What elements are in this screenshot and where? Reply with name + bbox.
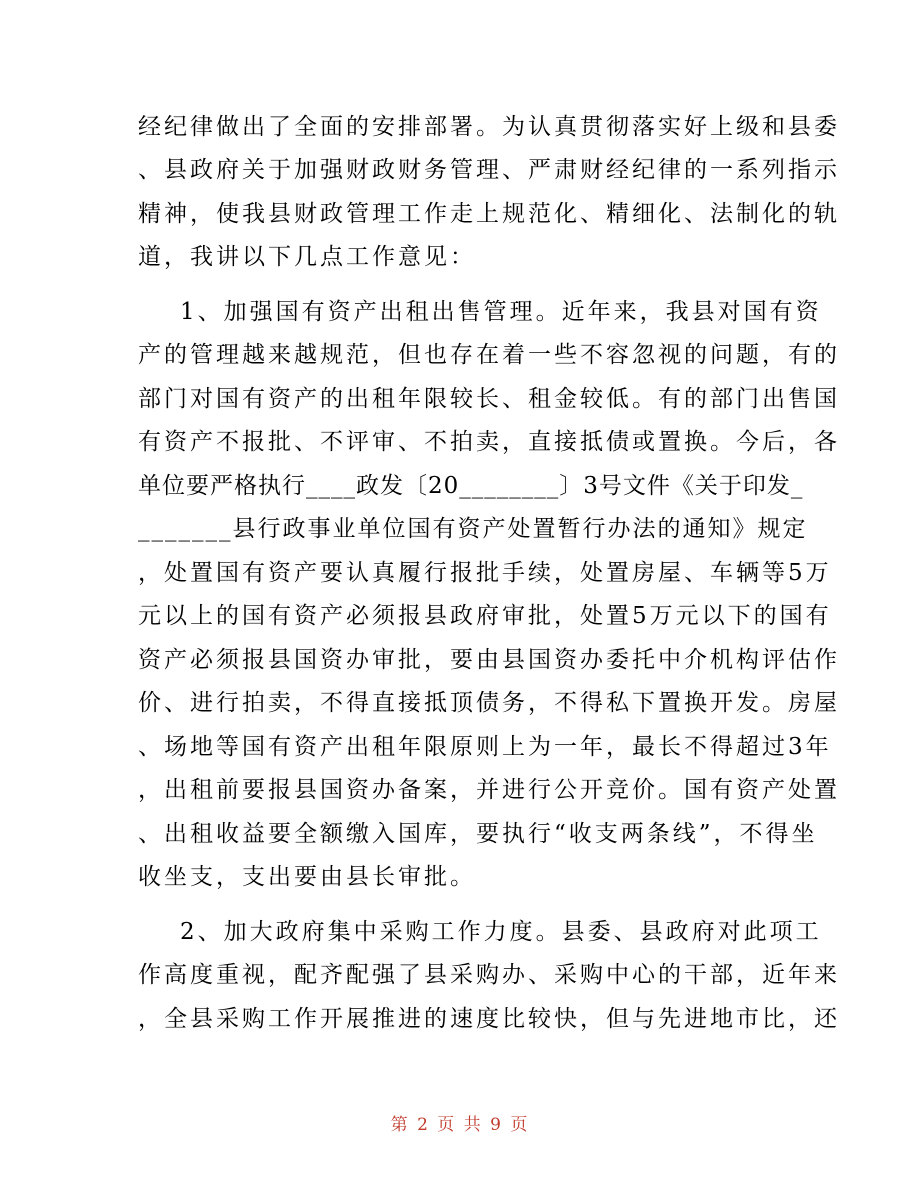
text-line: 、县政府关于加强财政财务管理、严肃财经纪律的一系列指示 (138, 157, 840, 183)
text-line: ，出租前要报县国资办备案，并进行公开竞价。国有资产处置 (138, 777, 840, 803)
text-line: 、出租收益要全额缴入国库，要执行“收支两条线”，不得坐 (138, 821, 818, 847)
text-line: 资产必须报县国资办审批，要由县国资办委托中介机构评估作 (138, 647, 840, 673)
text-line: 精神，使我县财政管理工作走上规范化、精细化、法制化的轨 (138, 201, 840, 227)
text-line: 产的管理越来越规范，但也存在着一些不容忽视的问题，有的 (138, 342, 840, 368)
text-line: 、场地等国有资产出租年限原则上为一年，最长不得超过3年 (138, 734, 832, 760)
text-line: 有资产不报批、不评审、不拍卖，直接抵债或置换。今后，各 (138, 429, 840, 455)
text-line: ，全县采购工作开展推进的速度比较快，但与先进地市比，还 (138, 1006, 840, 1032)
text-line: 收坐支，支出要由县长审批。 (138, 864, 476, 890)
page-number-footer: 第 2 页 共 9 页 (390, 1115, 530, 1135)
text-line: 经纪律做出了全面的安排部署。为认真贯彻落实好上级和县委 (138, 114, 840, 140)
text-line: 价、进行拍卖，不得直接抵顶债务，不得私下置换开发。房屋 (138, 690, 840, 716)
text-line: 单位要严格执行____政发〔20________〕3号文件《关于印发_ (138, 473, 804, 499)
paragraph-1-first-line: 1、加强国有资产出租出售管理。近年来，我县对国有资 (180, 299, 822, 325)
text-line: 道，我讲以下几点工作意见： (138, 244, 476, 270)
text-line: 部门对国有资产的出租年限较长、租金较低。有的部门出售国 (138, 386, 840, 412)
text-line: _______县行政事业单位国有资产处置暂行办法的通知》规定 (138, 516, 808, 542)
text-line: 作高度重视，配齐配强了县采购办、采购中心的干部，近年来 (138, 962, 840, 988)
text-line: 元以上的国有资产必须报县政府审批，处置5万元以下的国有 (138, 603, 832, 629)
text-line: ，处置国有资产要认真履行报批手续，处置房屋、车辆等5万 (138, 560, 832, 586)
paragraph-2-first-line: 2、加大政府集中采购工作力度。县委、县政府对此项工 (180, 919, 822, 945)
